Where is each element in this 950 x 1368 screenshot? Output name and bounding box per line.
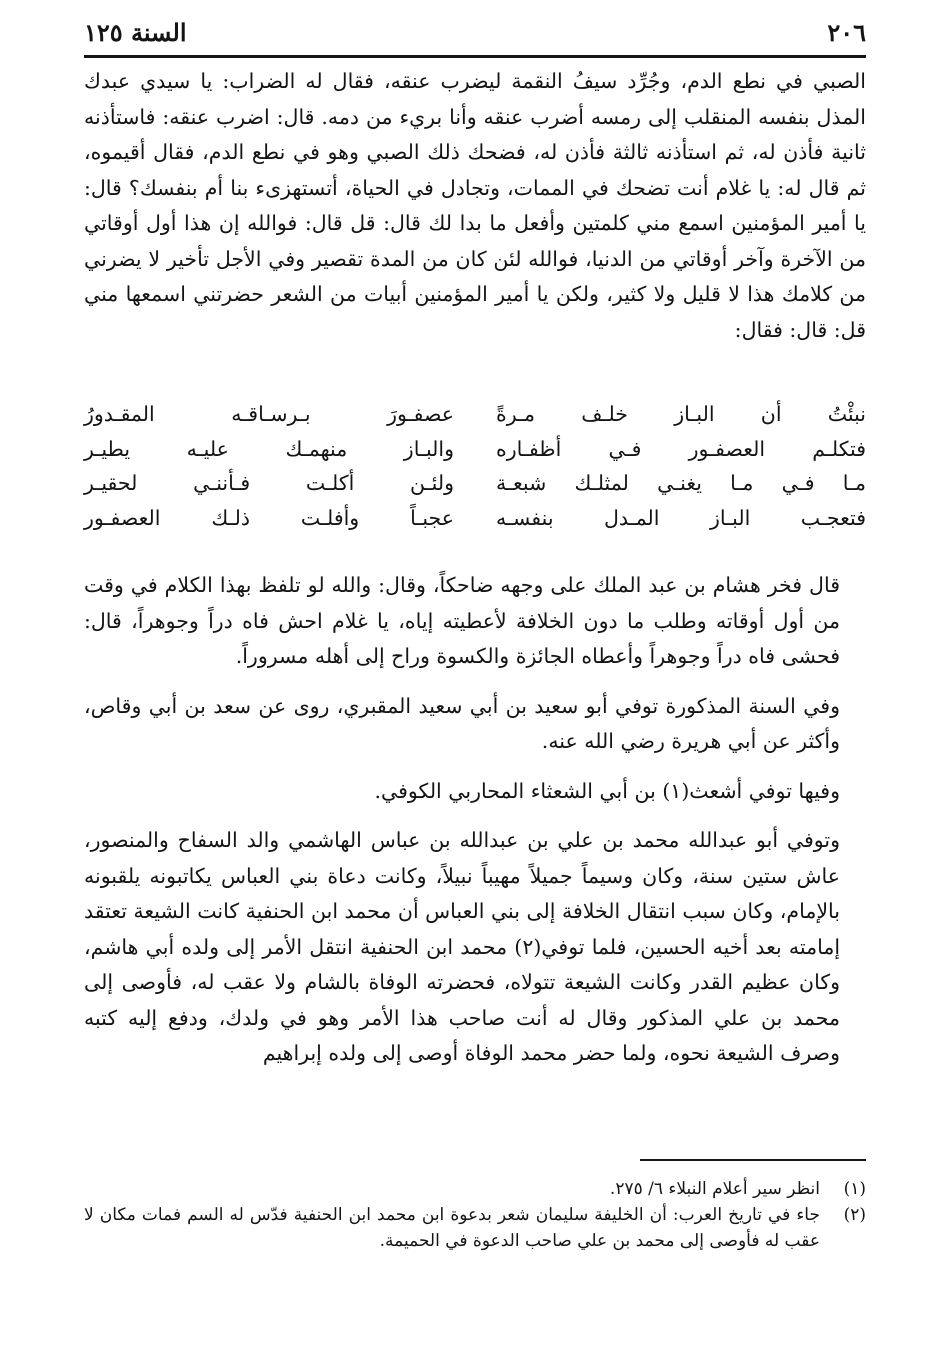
paragraph: الصبي في نطع الدم، وجُرِّد سيفُ النقمة ليضرب عنقه، فقال له الضراب: يا سيدي عبدك المذل بنفسه المنقلب إلى رمسه أضرب عنقه وأنا بريء من دمه. قال: اضرب عنقه: فاستأذنه ثانية فأذن له، ثم استأذنه ثالثة فأذن له، فضحك ذلك الصبي وهو في نطع الدم، فقال أقيموه، ثم قال له: يا غلام أنت تضحك في الممات، وتجادل في الحياة، أتستهزىء بنا أم بنفسك؟ قال: يا أمير المؤمنين اسمع مني كلمتين وأفعل ما بدا لك قال: قل قال: فوالله إن هذا أول أوقاتي من الآخرة وآخر أوقاتي من الدنيا، فوالله لئن كان من المدة تقصير وفي الأجل تأخير لا يضرني من كلامك هذا لا قليل ولا كثير، ولكن يا أمير المؤمنين أبيات من الشعر حضرتني اسمعها مني قل: قال: فقال: <box>84 69 866 342</box>
main-text-bottom <box>84 568 866 1072</box>
verse-second-hemistich: عصفـورَ بـرسـاقـه المقـدورُ <box>84 402 454 426</box>
page-number: ٢٠٦ <box>827 18 866 47</box>
footnote-text: انظر سير أعلام النبلاء ٦/ ٢٧٥. <box>609 1179 820 1199</box>
page-header <box>84 18 866 52</box>
verse-first-hemistich: فتعجـب البـاز المـدل بنفسـه <box>496 505 866 530</box>
poem-verse <box>84 437 866 472</box>
paragraph: وفي السنة المذكورة توفي أبو سعيد بن أبي سعيد المقبري، روى عن سعد بن أبي وقاص، وأكثر عن أبي هريرة رضي الله عنه. <box>84 693 840 753</box>
paragraph: وتوفي أبو عبدالله محمد بن علي بن عبدالله بن عباس الهاشمي والد السفاح والمنصور، عاش ستين سنة، وكان وسيماً جميلاً مهيباً نبيلاً، وكانت دعاة بني العباس يكاتبونه يلقبونه بالإمام، وكان سبب انتقال الخلافة إلى بني العباس أن محمد ابن الحنفية كانت الشيعة تعتقد إمامته بعد أخيه الحسين، فلما توفي(٢) محمد ابن الحنفية انتقل الأمر إلى ولده أبي هاشم، وكان عظيم القدر وكانت الشيعة تتولاه، فحضرته الوفاة بالشام ولا عقب له، فأوصى إلى محمد بن علي المذكور وقال له أنت صاحب هذا الأمر وهو في ولدك، ودفع إليه كتبه وصرف الشيعة نحوه، ولما حضر محمد الوفاة أوصى إلى ولده إبراهيم <box>84 828 841 1065</box>
verse-second-hemistich: والبـاز منهمـك عليـه يطيـر <box>84 436 454 461</box>
footnote <box>84 1202 866 1254</box>
poem-verse <box>84 506 866 541</box>
footnote-text: جاء في تاريخ العرب: أن الخليفة سليمان شعر بدعوة ابن محمد ابن الحنفية فدّس له السم فمات مكان لا عقب له فأوصى إلى محمد بن علي صاحب الدعوة في الحميمة. <box>84 1205 820 1251</box>
poem-verse <box>84 471 866 506</box>
paragraph: وفيها توفي أشعث(١) بن أبي الشعثاء المحاربي الكوفي. <box>374 778 840 803</box>
footnote <box>84 1176 866 1202</box>
paragraph: قال فخر هشام بن عبد الملك على وجهه ضاحكاً، وقال: والله لو تلفظ بهذا الكلام في وقت من أول أوقاته وطلب ما دون الخلافة لأعطيته إياه، يا غلام احش فاه دراً وجوهراً، قال: فحشى فاه دراً وجوهراً وأعطاه الجائزة والكسوة وراح إلى أهله مسروراً. <box>84 573 840 668</box>
running-title: السنة ١٢٥ <box>84 18 187 47</box>
verse-second-hemistich: ولئـن أكلـت فـأننـي لحقيـر <box>84 471 454 495</box>
footnotes <box>84 1176 866 1254</box>
main-text-top <box>84 64 866 348</box>
footnote-number: (١) <box>843 1179 866 1199</box>
verse-second-hemistich: عجبـاً وأفلـت ذلـك العصفـور <box>84 505 454 530</box>
verse-first-hemistich: مـا فـي مـا يغنـي لمثلـك شبعـة <box>496 471 866 495</box>
verse-first-hemistich: فتكلـم العصفـور فـي أظفـاره <box>496 436 866 461</box>
poem-verse <box>84 402 866 437</box>
footnote-number: (٢) <box>843 1205 866 1225</box>
verse-first-hemistich: نبئْتُ أن البـاز خلـف مـرةً <box>496 402 866 426</box>
poem <box>84 402 866 540</box>
header-rule <box>84 55 866 58</box>
footnote-rule <box>640 1159 866 1161</box>
